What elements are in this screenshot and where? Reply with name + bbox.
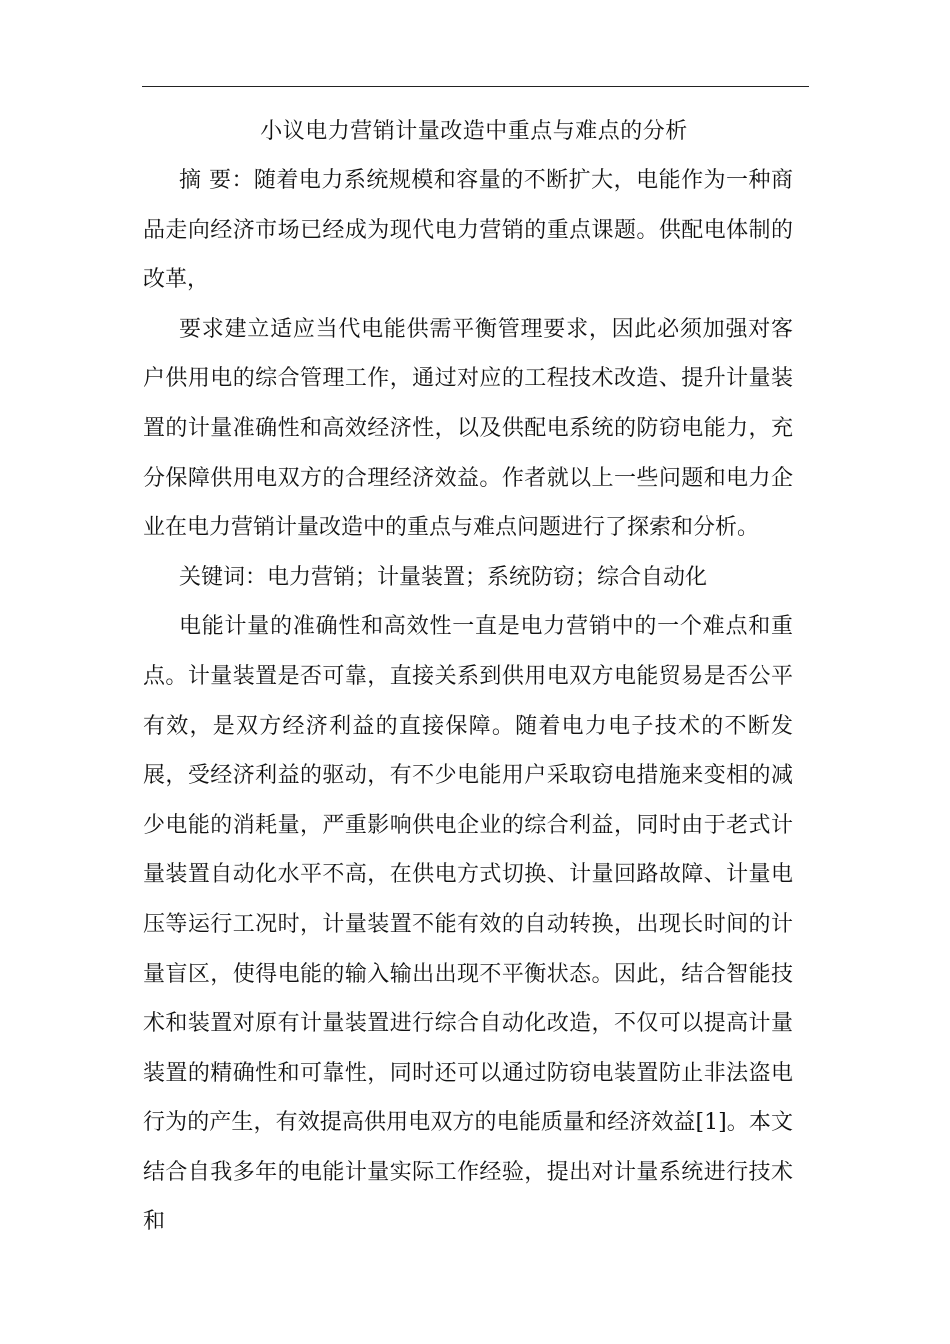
abstract-paragraph: 摘 要：随着电力系统规模和容量的不断扩大，电能作为一种商品走向经济市场已经成为现代电力营销的重点课题。供配电体制的改革， (143, 168, 793, 293)
keywords-paragraph: 关键词：电力营销；计量装置；系统防窃；综合自动化 (179, 564, 708, 590)
abstract-continuation-paragraph: 要求建立适应当代电能供需平衡管理要求，因此必须加强对客户供用电的综合管理工作，通过对应的工程技术改造、提升计量装置的计量准确性和高效经济性，以及供配电系统的防窃电能力，充分保障供用电双方的合理经济效益。作者就以上一些问题和电力企业在电力营销计量改造中的重点与难点问题进行了探索和分析。 (143, 316, 793, 541)
header-rule (142, 86, 809, 87)
body-paragraph: 电能计量的准确性和高效性一直是电力营销中的一个难点和重点。计量装置是否可靠，直接关系到供用电双方电能贸易是否公平有效，是双方经济利益的直接保障。随着电力电子技术的不断发展，受经济利益的驱动，有不少电能用户采取窃电措施来变相的减少电能的消耗量，严重影响供电企业的综合利益，同时由于老式计量装置自动化水平不高，在供电方式切换、计量回路故障、计量电压等运行工况时，计量装置不能有效的自动转换，出现长时间的计量盲区，使得电能的输入输出出现不平衡状态。因此，结合智能技术和装置对原有计量装置进行综合自动化改造，不仅可以提高计量装置的精确性和可靠性，同时还可以通过防窃电装置防止非法盗电行为的产生，有效提高供用电双方的电能质量和经济效益[1]。本文结合自我多年的电能计量实际工作经验，提出对计量系统进行技术和 (143, 614, 793, 1235)
document-title: 小议电力营销计量改造中重点与难点的分析 (260, 119, 688, 144)
document-body (143, 108, 793, 1247)
